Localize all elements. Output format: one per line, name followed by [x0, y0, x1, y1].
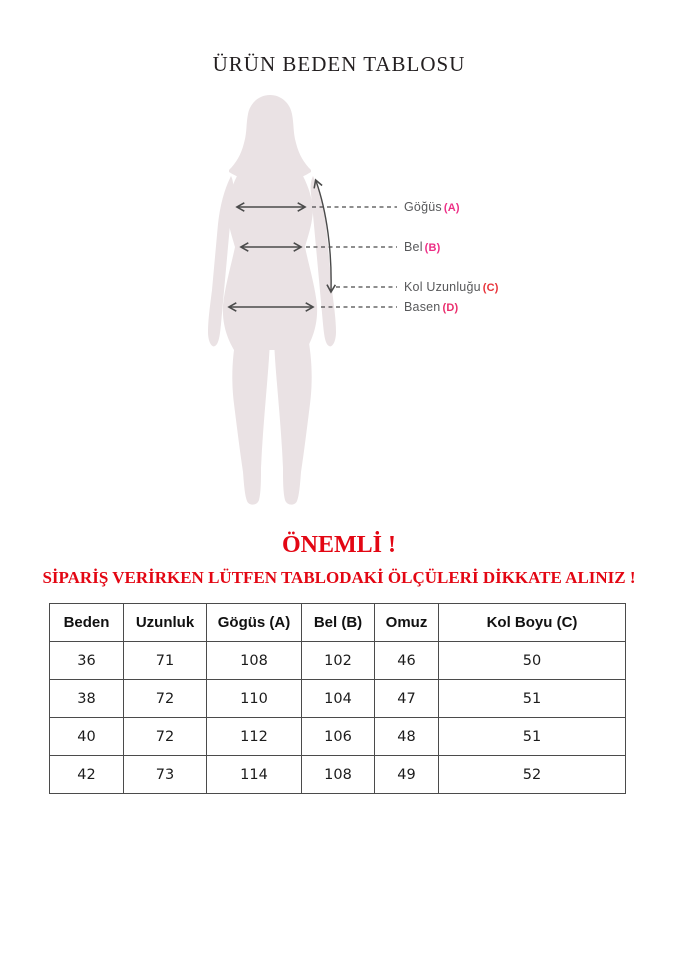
table-cell: 47 — [375, 680, 439, 718]
table-cell: 112 — [207, 718, 302, 756]
table-cell: 110 — [207, 680, 302, 718]
table-cell: 72 — [124, 718, 207, 756]
table-cell: 108 — [207, 642, 302, 680]
table-cell: 71 — [124, 642, 207, 680]
table-cell: 114 — [207, 756, 302, 794]
notice-heading: ÖNEMLİ ! — [282, 532, 396, 558]
header-cell-omuz: Omuz — [375, 604, 439, 642]
measure-label-basen-text: Basen — [404, 300, 441, 314]
table-cell: 40 — [50, 718, 124, 756]
silhouette-head — [229, 95, 311, 184]
measure-label-bel-code: (B) — [424, 242, 441, 254]
table-cell: 72 — [124, 680, 207, 718]
table-cell: 50 — [439, 642, 626, 680]
header-cell-kol-boyu: Kol Boyu (C) — [439, 604, 626, 642]
measure-label-gogus — [404, 200, 460, 215]
silhouette-right-leg — [274, 332, 312, 505]
measure-label-kol-uzunlugu — [404, 280, 499, 295]
table-row — [50, 642, 626, 680]
measure-label-bel — [404, 240, 441, 255]
table-cell: 48 — [375, 718, 439, 756]
header-cell-gogus: Gögüs (A) — [207, 604, 302, 642]
size-table — [49, 603, 626, 794]
woman-silhouette — [208, 95, 336, 505]
table-row — [50, 756, 626, 794]
table-cell: 73 — [124, 756, 207, 794]
measure-label-kol-code: (C) — [482, 282, 499, 294]
table-cell: 49 — [375, 756, 439, 794]
measure-label-bel-text: Bel — [404, 240, 423, 254]
measure-label-gogus-text: Göğüs — [404, 200, 442, 214]
header-cell-uzunluk: Uzunluk — [124, 604, 207, 642]
table-cell: 51 — [439, 680, 626, 718]
table-row — [50, 680, 626, 718]
table-cell: 102 — [302, 642, 375, 680]
table-cell: 38 — [50, 680, 124, 718]
table-cell: 104 — [302, 680, 375, 718]
measure-label-gogus-code: (A) — [443, 202, 460, 214]
measure-label-basen-code: (D) — [442, 302, 459, 314]
table-cell: 42 — [50, 756, 124, 794]
table-cell: 46 — [375, 642, 439, 680]
measure-label-kol-text: Kol Uzunluğu — [404, 280, 481, 294]
table-cell: 108 — [302, 756, 375, 794]
table-row — [50, 718, 626, 756]
silhouette-torso — [223, 176, 317, 350]
measure-label-basen — [404, 300, 458, 315]
page-title: ÜRÜN BEDEN TABLOSU — [212, 52, 466, 76]
header-cell-beden: Beden — [50, 604, 124, 642]
table-cell: 52 — [439, 756, 626, 794]
size-table-header-row — [50, 604, 626, 642]
silhouette-left-leg — [232, 332, 270, 505]
table-cell: 51 — [439, 718, 626, 756]
table-cell: 106 — [302, 718, 375, 756]
notice-subheading: SİPARİŞ VERİRKEN LÜTFEN TABLODAKİ ÖLÇÜLERİ DİKKATE ALINIZ ! — [42, 568, 636, 587]
table-cell: 36 — [50, 642, 124, 680]
header-cell-bel: Bel (B) — [302, 604, 375, 642]
